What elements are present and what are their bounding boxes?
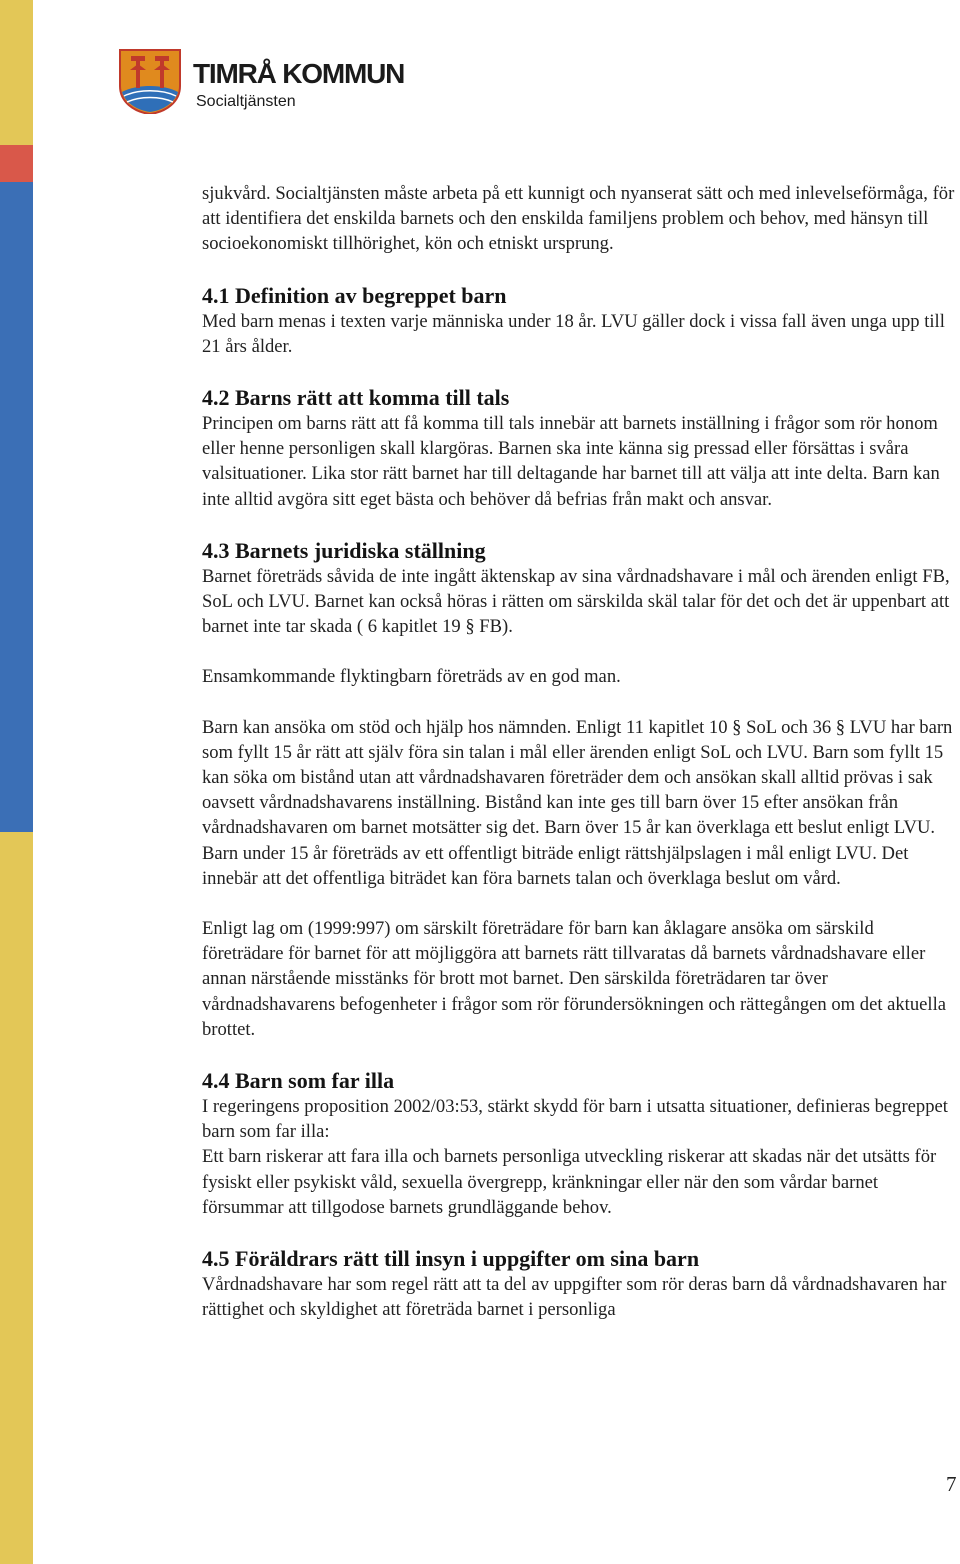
side-stripe-yellow-lower xyxy=(0,832,33,1564)
section-4-1-heading: 4.1 Definition av begreppet barn xyxy=(202,282,507,308)
page-number: 7 xyxy=(946,1472,957,1496)
section-4-3-paragraph-1: Barnet företräds såvida de inte ingått äktenskap av sina vårdnadshavare i mål och ärenden enligt FB, SoL och LVU. Barnet kan också höras i rätten om särskilda skäl talar för det och det är uppenbart att barnet inte tar skada ( 6 kapitlet 19 § FB). xyxy=(202,565,950,638)
section-4-5-heading: 4.5 Föräldrars rätt till insyn i uppgifter om sina barn xyxy=(202,1246,700,1272)
section-4-3-paragraph-3: Barn kan ansöka om stöd och hjälp hos nämnden. Enligt 11 kapitlet 10 § SoL och 36 § LVU har barn som fyllt 15 år rätt att själv föra sin talan i mål eller ärenden enligt SoL och LVU. Barn som fyllt 15 kan söka om bistånd utan att vårdnadshavaren företräder dem och ansökan skall alltid prövas i sak oavsett vårdnadshavarens inställning. Bistånd kan inte ges till barn över 15 efter ansökan från vårdnadshavaren om barnet motsätter sig det. Barn över 15 år kan överklaga ett beslut enligt LVU. Barn under 15 år företräds av ett offentligt biträde enligt rättshjälpslagen i mål enligt LVU. Det innebär att det offentliga biträdet kan föra barnets talan och överklaga beslut om vård. xyxy=(202,716,953,889)
municipality-name: TIMRÅ KOMMUN xyxy=(193,58,405,89)
section-4-5-text: Vårdnadshavare har som regel rätt att ta del av uppgifter som rör deras barn då vårdnadshavaren har rättighet och skyldighet att företräda barnet i personliga xyxy=(202,1274,947,1321)
section-4-1-text: Med barn menas i texten varje människa under 18 år. LVU gäller dock i vissa fall även unga upp till 21 års ålder. xyxy=(202,310,945,357)
intro-paragraph: sjukvård. Socialtjänsten måste arbeta på ett kunnigt och nyanserat sätt och med inlevelseförmåga, för att identifiera det enskilda barnets och den enskilda familjens problem och behov, med hänsyn till socioekonomiskt tillhörighet, kön och etniskt ursprung. xyxy=(202,183,955,255)
section-4-3-paragraph-4: Enligt lag om (1999:997) om särskilt företrädare för barn kan åklagare ansöka om särskild företrädare för barnet för att möjliggöra att barnets rätt tillvaratas då barnets vårdnadshavare eller annan närstående misstänks för brott mot barnet. Den särskilda företrädaren tar över vårdnadshavarens befogenheter i frågor som rör förundersökningen och rättegången om det aktuella brottet. xyxy=(202,918,946,1040)
section-4-3-paragraph-2: Ensamkommande flyktingbarn företräds av en god man. xyxy=(202,666,621,688)
document-body xyxy=(202,181,959,1323)
section-4-4-paragraph-2: Ett barn riskerar att fara illa och barnets personliga utveckling riskerar att skadas när det utsätts för fysiskt eller psykiskt våld, sexuella övergrepp, kränkningar eller när den som vårdar barnet försummar att tillgodose barnets grundläggande behov. xyxy=(202,1146,937,1218)
section-4-2-text: Principen om barns rätt att få komma till tals innebär att barnets inställning i frågor som rör honom eller henne personligen skall klargöras. Barnen ska inte känna sig pressad eller försättas i svåra valsituationer. Lika stor rätt barnet har till deltagande har barnet till att välja att inte delta. Barn kan inte alltid avgöra sitt eget bästa och behöver då befrias från makt och ansvar. xyxy=(202,413,940,510)
side-stripe-blue xyxy=(0,182,33,832)
side-stripe-yellow xyxy=(0,0,33,145)
coat-of-arms-icon xyxy=(118,48,182,114)
section-4-2-heading: 4.2 Barns rätt att komma till tals xyxy=(202,385,510,411)
section-4-4-paragraph-1: I regeringens proposition 2002/03:53, stärkt skydd för barn i utsatta situationer, definieras begreppet barn som far illa: xyxy=(202,1096,948,1143)
department-name: Socialtjänsten xyxy=(196,93,296,110)
section-4-4-heading: 4.4 Barn som far illa xyxy=(202,1068,395,1094)
side-stripe-red xyxy=(0,145,33,182)
section-4-3-heading: 4.3 Barnets juridiska ställning xyxy=(202,537,486,563)
